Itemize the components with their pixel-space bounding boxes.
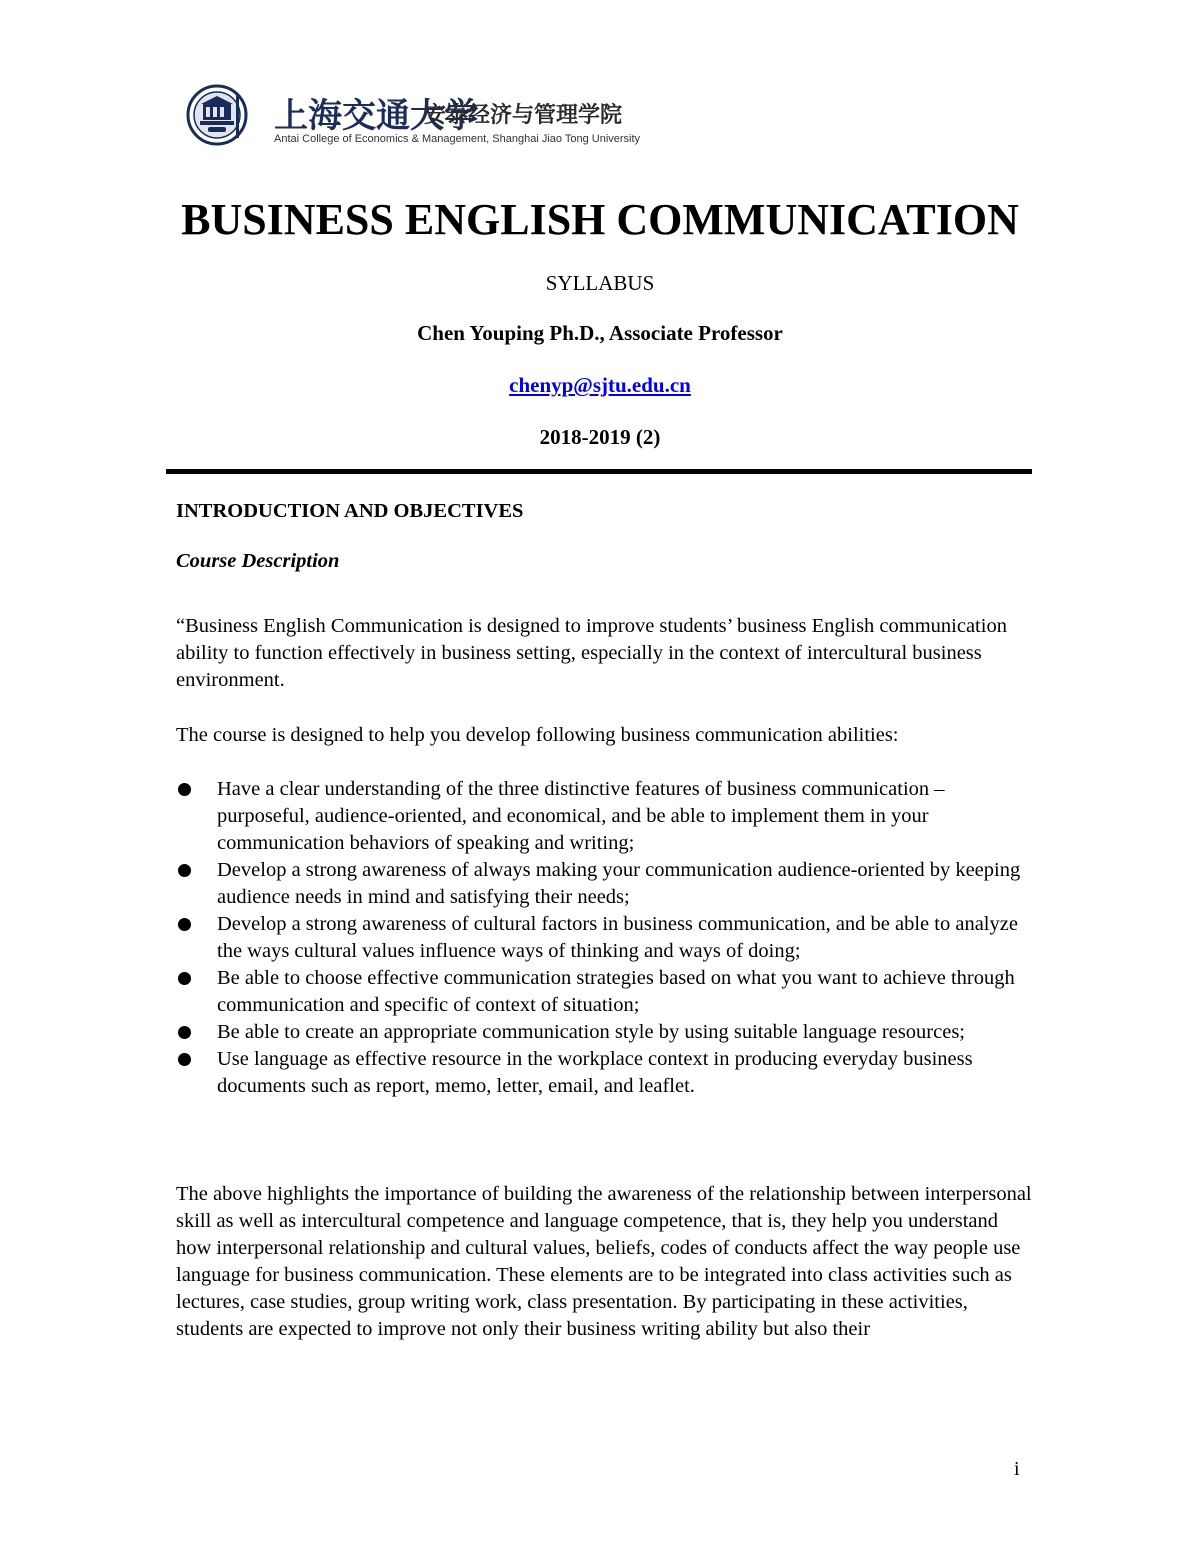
college-name-en: Antai College of Economics & Management, Shanghai Jiao Tong University xyxy=(274,133,641,145)
university-name-cn: 上海交通大学 xyxy=(274,96,478,136)
list-item xyxy=(176,776,1032,857)
bullet-icon xyxy=(178,864,191,877)
abilities-intro-paragraph: The course is designed to help you develop following business communication abilities: xyxy=(176,724,899,746)
email-line xyxy=(0,373,1200,398)
list-item-text: Be able to create an appropriate communication style by using suitable language resources; xyxy=(217,1021,965,1043)
bullet-icon xyxy=(178,1026,191,1039)
term-line: 2018-2019 (2) xyxy=(539,425,661,449)
bullet-icon xyxy=(178,972,191,985)
list-item-text: Develop a strong awareness of always making your communication audience-oriented by keeping audience needs in mind and satisfying their needs; xyxy=(217,859,1021,908)
bullet-icon xyxy=(178,918,191,931)
list-item-text: Be able to choose effective communication strategies based on what you want to achieve through communication and specific of context of situation; xyxy=(217,967,1015,1016)
bullet-icon xyxy=(178,1053,191,1066)
course-description-paragraph: “Business English Communication is designed to improve students’ business English communication ability to function effectively in business setting, especially in the context of intercultural business environment. xyxy=(176,615,1007,691)
highlights-paragraph: The above highlights the importance of building the awareness of the relationship between interpersonal skill as well as intercultural competence and language competence, that is, they help you understand how interpersonal relationship and cultural values, beliefs, codes of conducts affect the way people use language for business communication. These elements are to be integrated into class activities such as lectures, case studies, group writing work, class presentation. By participating in these activities, students are expected to improve not only their business writing ability but also their xyxy=(176,1183,1032,1340)
list-item-text: Have a clear understanding of the three distinctive features of business communication – purposeful, audience-oriented, and economical, and be able to implement them in your communication behaviors of speaking and writing; xyxy=(217,778,945,854)
page-number: i xyxy=(1014,1458,1020,1480)
bullet-icon xyxy=(178,783,191,796)
college-name-cn: 安泰经济与管理学院 xyxy=(424,103,623,128)
document-subtitle: SYLLABUS xyxy=(545,271,655,295)
list-item xyxy=(176,857,1032,911)
author-line: Chen Youping Ph.D., Associate Professor xyxy=(417,321,783,345)
email-link[interactable]: chenyp@sjtu.edu.cn xyxy=(509,373,691,397)
abilities-list xyxy=(176,776,1032,1100)
list-item-text: Use language as effective resource in the workplace context in producing everyday business documents such as report, memo, letter, email, and leaflet. xyxy=(217,1048,973,1097)
list-item xyxy=(176,1019,1032,1046)
list-item-text: Develop a strong awareness of cultural factors in business communication, and be able to analyze the ways cultural values influence ways of thinking and ways of doing; xyxy=(217,913,1018,962)
section-heading: INTRODUCTION AND OBJECTIVES xyxy=(176,500,524,522)
list-item xyxy=(176,965,1032,1019)
document-title: BUSINESS ENGLISH COMMUNICATION xyxy=(181,195,1019,244)
university-seal-icon xyxy=(186,84,264,146)
college-logo xyxy=(186,84,641,154)
list-item xyxy=(176,911,1032,965)
list-item xyxy=(176,1046,1032,1100)
header-divider xyxy=(166,469,1032,474)
section-subheading: Course Description xyxy=(176,550,340,572)
